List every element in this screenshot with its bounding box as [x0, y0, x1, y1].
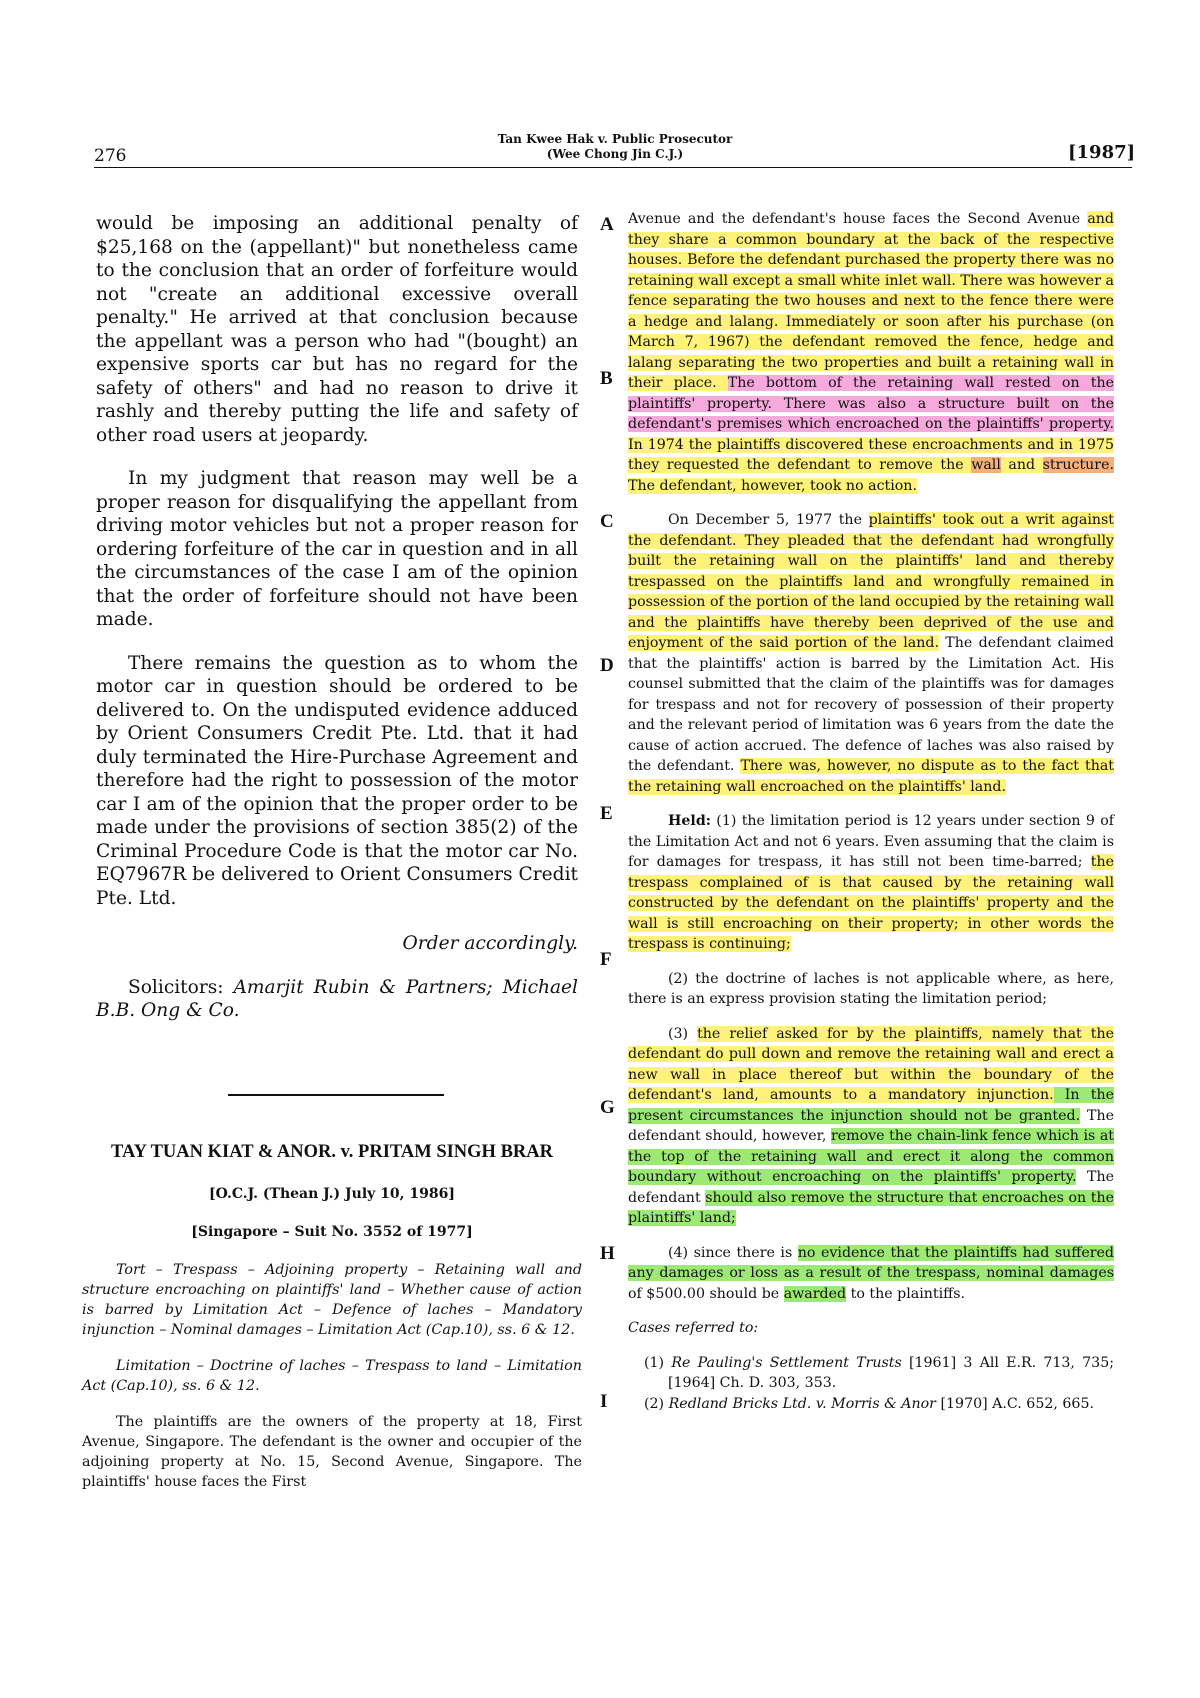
highlight-yellow: plaintiffs' took out a writ against the defendant. They pleaded that the defendant had wrongfully built the retaining wall on the plaintiffs' land and thereby trespassed on the plaintiffs land and wrongfully remained in possession of the portion of the land occupied by the retaining wall and the plaintiffs have thereby been deprived of the use and enjoyment of the said portion of the land. [628, 512, 1114, 651]
running-title [450, 132, 780, 162]
highlight-green: no evidence that the plaintiffs had suffered any damages or loss as a result of the trespass, nominal damages [628, 1244, 1115, 1281]
catchwords-1: Tort – Trespass – Adjoining property – Retaining wall and structure encroaching on plaintiffs' land – Whether cause of action is barred by Limitation Act – Defence of laches – Mandatory injunction – Nominal damages – Limitation Act (Cap.10), ss. 6 & 12. [82, 1262, 582, 1338]
margin-letter-c: C [600, 511, 614, 532]
highlight-pink: The bottom of the retaining wall rested on the plaintiffs' property. There was also a structure built on the defendant's premises which encroached on the plaintiffs' property. [628, 375, 1114, 432]
highlight-yellow: the relief asked for by the plaintiffs, namely that the defendant do pull down and remove the retaining wall and erect a new wall in place thereof but within the boundary of the defendant's land, amounts to a mandatory injunction. [628, 1025, 1114, 1103]
held-1 [628, 811, 1114, 955]
highlight-green: remove the chain-link fence which is at the top of the retaining wall and erect it along the common boundary without encroaching on the plaintiffs' property. [628, 1128, 1114, 1185]
right-paragraph-1 [628, 209, 1114, 496]
held-label: Held: [668, 813, 711, 829]
highlight-orange: structure. [1042, 457, 1114, 473]
held-4 [628, 1243, 1114, 1305]
held-3 [628, 1024, 1114, 1229]
text-span: to the plaintiffs. [846, 1285, 965, 1302]
case-suit: [Singapore – Suit No. 3552 of 1977] [191, 1224, 473, 1240]
order-line: Order accordingly. [402, 933, 578, 954]
case-number: (1) [644, 1354, 665, 1371]
right-paragraph-2 [628, 510, 1114, 797]
right-column [628, 209, 1114, 1414]
text-span: (3) [668, 1025, 698, 1042]
text-span: (4) since there is [668, 1244, 798, 1261]
highlight-yellow: There was, however, no dispute as to the fact that the retaining wall encroached on the plaintiffs' land. [628, 758, 1114, 795]
margin-letter-h: H [600, 1243, 615, 1264]
case-name: Redland Bricks Ltd. v. Morris & Anor [668, 1395, 936, 1412]
text-span: of $500.00 should be [628, 1285, 784, 1302]
solicitors-line [96, 976, 578, 1023]
highlight-orange: wall [971, 457, 1001, 473]
report-year: [1987] [1068, 142, 1136, 163]
solicitors-label: Solicitors: [128, 976, 224, 998]
case-reference-2 [628, 1394, 1114, 1415]
left-paragraph-1: would be imposing an additional penalty of $25,168 on the (appellant)" but nonetheless came to the conclusion that an order of forfeiture would not "create an additional excessive overall penalty." He arrived at that conclusion because the appellant was a person who had "(bought) an expensive sports car but has no regard for the safety of others" and had no reason to drive it rashly and thereby putting the life and safety of other road users at jeopardy. [96, 213, 578, 446]
case-court: [O.C.J. (Thean J.) July 10, 1986] [208, 1186, 456, 1202]
case-citation: [1961] 3 All E.R. 713, 735; [1964] Ch. D. 303, 353. [668, 1354, 1114, 1391]
margin-letter-f: F [600, 949, 612, 970]
case-facts: The plaintiffs are the owners of the property at 18, First Avenue, Singapore. The defendant is the owner and occupier of the adjoining property at No. 15, Second Avenue, Singapore. The plaintiffs' house faces the First [82, 1414, 582, 1490]
case-reference-1 [628, 1353, 1114, 1394]
running-title-line2: (Wee Chong Jin C.J.) [546, 147, 684, 161]
margin-letter-i: I [600, 1391, 608, 1412]
highlight-yellow: and [1000, 457, 1043, 473]
highlight-green: should also remove the structure that encroaches on the plaintiffs' land; [628, 1189, 1115, 1226]
text-span: The defendant should, however, [628, 1107, 1114, 1144]
case-title: TAY TUAN KIAT & ANOR. v. PRITAM SINGH BRAR [110, 1142, 553, 1162]
text-span: Avenue and the defendant's house faces the Second Avenue [628, 211, 1088, 227]
left-column [96, 212, 578, 1043]
new-case-block [82, 1140, 582, 1492]
case-divider [228, 1094, 444, 1096]
case-name: Re Pauling's Settlement Trusts [671, 1354, 902, 1371]
margin-letter-a: A [600, 214, 614, 235]
text-span: On December 5, 1977 the [668, 512, 869, 528]
text-span: The defendant claimed that the plaintiffs' action is barred by the Limitation Act. His counsel submitted that the claim of the plaintiffs was for damages for trespass and not for recovery of possession of their property and the relevant period of limitation was 6 years from the date the cause of action accrued. The defence of laches was also raised by the defendant. [628, 635, 1114, 774]
solicitors-names: Amarjit Rubin & Partners; Michael B.B. Ong & Co. [96, 976, 578, 1021]
page-number: 276 [94, 146, 127, 166]
margin-letter-e: E [600, 803, 613, 824]
case-citation: [1970] A.C. 652, 665. [935, 1395, 1094, 1412]
cases-referred-label: Cases referred to: [628, 1320, 759, 1336]
case-number: (2) [644, 1395, 665, 1412]
highlight-yellow: the trespass complained of is that caused by the retaining wall constructed by the defendant on the plaintiffs' property and the wall is still encroaching on their property; in other words the trespass is continuing; [628, 854, 1114, 952]
highlight-green: awarded [783, 1285, 847, 1302]
held-2: (2) the doctrine of laches is not applicable where, as here, there is an express provision stating the limitation period; [628, 970, 1114, 1007]
margin-letter-b: B [600, 368, 613, 389]
header-rule [94, 167, 1132, 168]
margin-letter-g: G [600, 1097, 615, 1118]
highlight-green: In the present circumstances the injunction should not be granted. [628, 1087, 1114, 1124]
highlight-yellow: and they share a common boundary at the back of the respective houses. Before the defendant purchased the property there was no retaining wall except a small white inlet wall. There was however a fence separating the two houses and next to the fence there were a hedge and lalang. Immediately or soon after his purchase (on March 7, 1967) the defendant removed the fence, hedge and lalang separating the two properties and built a retaining wall in their place. [628, 211, 1114, 391]
margin-letter-d: D [600, 655, 614, 676]
highlight-yellow: The defendant, however, took no action. [628, 477, 917, 494]
text-span: (1) the limitation period is 12 years under section 9 of the Limitation Act and not 6 years. Even assuming that the claim is for damages for trespass, it has still not been time-barred; [628, 813, 1114, 870]
highlight-yellow: In 1974 the plaintiffs discovered these encroachments and in 1975 they requested the defendant to remove the [628, 436, 1114, 473]
catchwords-2: Limitation – Doctrine of laches – Trespass to land – Limitation Act (Cap.10), ss. 6 & 12. [82, 1358, 582, 1394]
left-paragraph-3: There remains the question as to whom the motor car in question should be ordered to be delivered to. On the undisputed evidence adduced by Orient Consumers Credit Pte. Ltd. that it had duly terminated the Hire-Purchase Agreement and therefore had the right to possession of the motor car I am of the opinion that the proper order to be made under the provisions of section 385(2) of the Criminal Procedure Code is that the motor car No. EQ7967R be delivered to Orient Consumers Credit Pte. Ltd. [96, 652, 578, 909]
text-span: The defendant [628, 1169, 1114, 1206]
left-paragraph-2: In my judgment that reason may well be a proper reason for disqualifying the appellant from driving motor vehicles but not a proper reason for ordering forfeiture of the car in question and in all the circumstances of the case I am of the opinion that the order of forfeiture should not have been made. [96, 468, 578, 630]
running-title-line1: Tan Kwee Hak v. Public Prosecutor [497, 132, 733, 146]
